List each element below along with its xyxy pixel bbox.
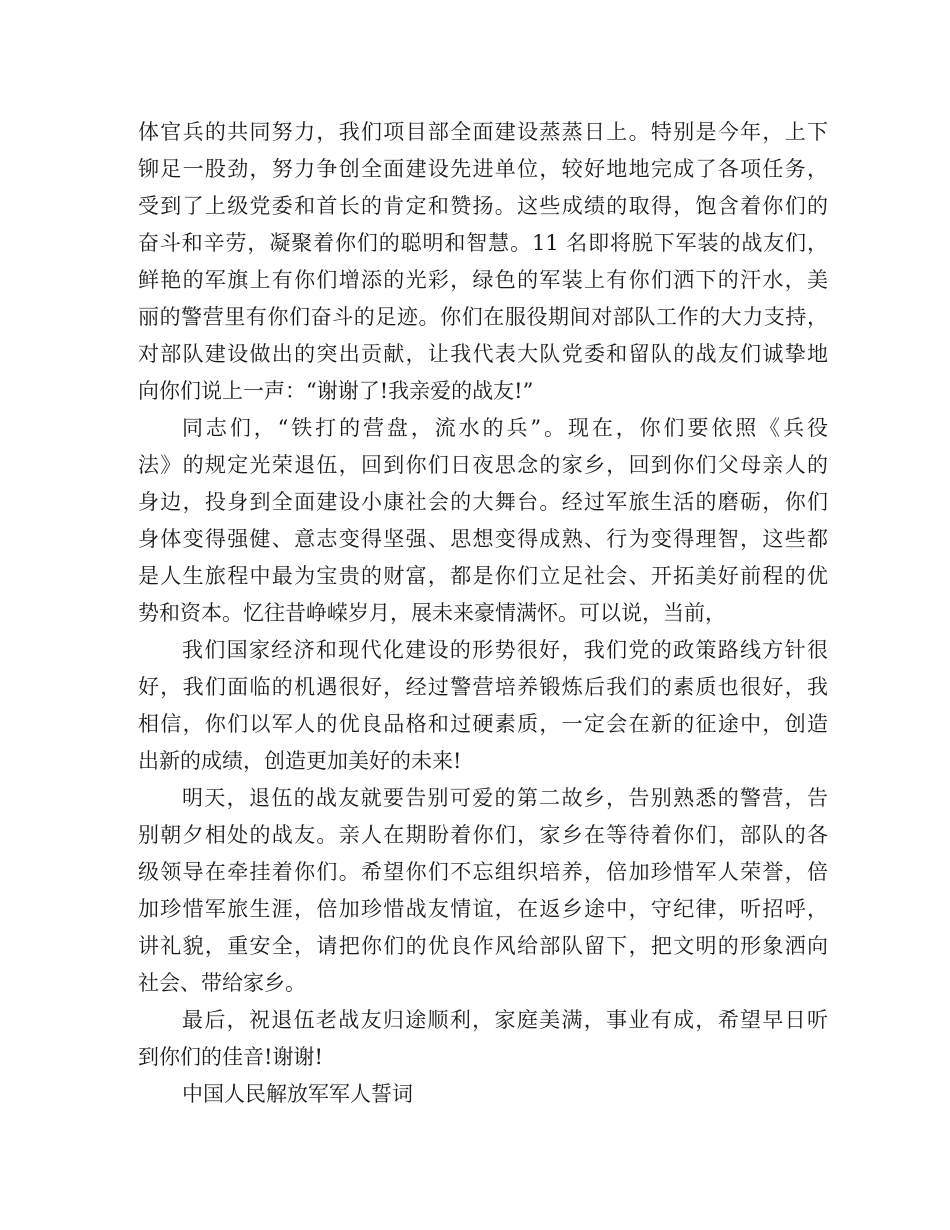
text-line: 到你们的佳音!谢谢! xyxy=(138,1045,323,1069)
paragraph-2 xyxy=(138,410,828,632)
text-line: 向你们说上一声：“谢谢了!我亲爱的战友!” xyxy=(138,379,534,403)
text-line: 铆足一股劲，努力争创全面建设先进单位，较好地地完成了各项任务， xyxy=(138,157,828,181)
text-line: 奋斗和辛劳，凝聚着你们的聪明和智慧。11 名即将脱下军装的战友们， xyxy=(138,231,828,255)
paragraph-5 xyxy=(138,1002,828,1076)
text-line: 身体变得强健、意志变得坚强、思想变得成熟、行为变得理智，这些都 xyxy=(138,527,828,551)
document-body xyxy=(138,114,828,1113)
text-line: 鲜艳的军旗上有你们增添的光彩，绿色的军装上有你们洒下的汗水，美 xyxy=(138,268,828,292)
text-line: 对部队建设做出的突出贡献，让我代表大队党委和留队的战友们诚挚地 xyxy=(138,342,828,366)
text-line: 讲礼貌，重安全，请把你们的优良作风给部队留下，把文明的形象洒向 xyxy=(138,934,828,958)
text-line: 最后，祝退伍老战友归途顺利，家庭美满，事业有成，希望早日听 xyxy=(182,1008,828,1032)
text-line: 别朝夕相处的战友。亲人在期盼着你们，家乡在等待着你们，部队的各 xyxy=(138,823,828,847)
paragraph-1 xyxy=(138,114,828,410)
text-line: 体官兵的共同努力，我们项目部全面建设蒸蒸日上。特别是今年，上下 xyxy=(138,120,828,144)
text-line: 丽的警营里有你们奋斗的足迹。你们在服役期间对部队工作的大力支持， xyxy=(138,305,828,329)
paragraph-3 xyxy=(138,632,828,780)
text-line: 是人生旅程中最为宝贵的财富，都是你们立足社会、开拓美好前程的优 xyxy=(138,564,828,588)
text-line: 相信，你们以军人的优良品格和过硬素质，一定会在新的征途中，创造 xyxy=(138,712,828,736)
paragraph-6-heading xyxy=(138,1076,828,1113)
text-line: 出新的成绩，创造更加美好的未来! xyxy=(138,749,462,773)
text-line: 势和资本。忆往昔峥嵘岁月，展未来豪情满怀。可以说，当前， xyxy=(138,601,726,625)
text-line: 受到了上级党委和首长的肯定和赞扬。这些成绩的取得，饱含着你们的 xyxy=(138,194,828,218)
text-line: 明天，退伍的战友就要告别可爱的第二故乡，告别熟悉的警营，告 xyxy=(182,786,828,810)
text-line: 级领导在牵挂着你们。希望你们不忘组织培养，倍加珍惜军人荣誉，倍 xyxy=(138,860,828,884)
text-line: 我们国家经济和现代化建设的形势很好，我们党的政策路线方针很 xyxy=(182,638,828,662)
text-line: 社会、带给家乡。 xyxy=(138,971,306,995)
text-line: 法》的规定光荣退伍，回到你们日夜思念的家乡，回到你们父母亲人的 xyxy=(138,453,828,477)
text-line: 加珍惜军旅生涯，倍加珍惜战友情谊，在返乡途中，守纪律，听招呼， xyxy=(138,897,828,921)
paragraph-4 xyxy=(138,780,828,1002)
text-line: 同志们，“铁打的营盘，流水的兵”。现在，你们要依照《兵役 xyxy=(182,416,828,440)
text-line: 身边，投身到全面建设小康社会的大舞台。经过军旅生活的磨砺，你们 xyxy=(138,490,828,514)
text-line: 好，我们面临的机遇很好，经过警营培养锻炼后我们的素质也很好，我 xyxy=(138,675,828,699)
section-heading: 中国人民解放军军人誓词 xyxy=(182,1082,413,1106)
